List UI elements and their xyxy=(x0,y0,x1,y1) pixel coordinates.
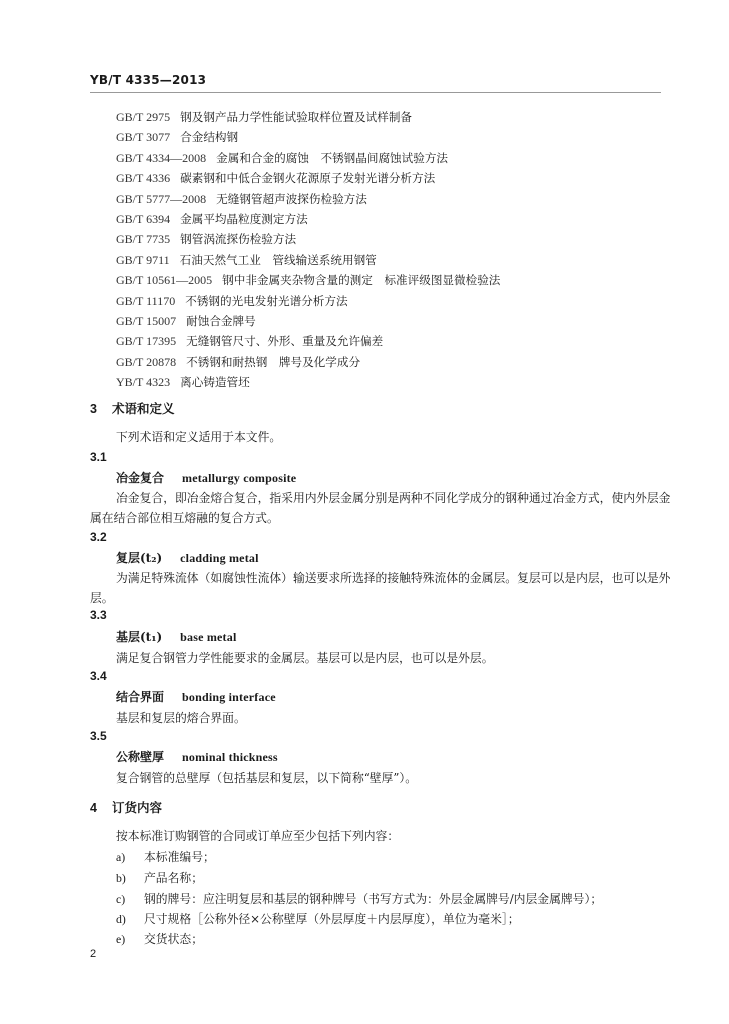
reference-title: 合金结构钢 xyxy=(180,130,239,145)
reference-code: GB/T 10561—2005 xyxy=(116,273,213,288)
term-en: metallurgy composite xyxy=(182,471,297,485)
reference-item xyxy=(116,372,676,392)
term-definition: 冶金复合，即冶金熔合复合，指采用内外层金属分别是两种不同化学成分的钢种通过冶金方式，使内外层金属在结合部位相互熔融的复合方式。 xyxy=(90,491,671,525)
term-definition: 为满足特殊流体（如腐蚀性流体）输送要求所选择的接触特殊流体的金属层。复层可以是内层，也可以是外层。 xyxy=(90,571,671,605)
reference-code: GB/T 5777—2008 xyxy=(116,191,207,206)
term-number: 3.5 xyxy=(90,729,107,743)
reference-item xyxy=(116,250,676,270)
term-definition: 满足复合钢管力学性能要求的金属层。基层可以是内层，也可以是外层。 xyxy=(116,651,494,665)
section-3-intro: 下列术语和定义适用于本文件。 xyxy=(116,430,282,444)
term-en: nominal thickness xyxy=(182,750,278,764)
term-heading xyxy=(116,549,259,566)
section-title: 术语和定义 xyxy=(112,401,175,416)
reference-code: GB/T 4336 xyxy=(116,171,171,186)
section-number: 4 xyxy=(90,801,97,815)
term-definition: 基层和复层的熔合界面。 xyxy=(116,711,246,725)
reference-code: GB/T 20878 xyxy=(116,354,177,369)
list-item xyxy=(116,930,203,947)
section-4-heading xyxy=(90,798,162,816)
term-zh: 冶金复合 xyxy=(116,471,165,485)
term-number: 3.3 xyxy=(90,608,107,622)
reference-list xyxy=(116,107,676,392)
reference-code: GB/T 6394 xyxy=(116,211,171,226)
term-heading xyxy=(116,628,236,645)
list-item xyxy=(116,910,520,927)
reference-item xyxy=(116,189,676,209)
list-marker: b) xyxy=(116,871,126,885)
list-text: 产品名称； xyxy=(144,871,203,885)
reference-title: 碳素钢和中低合金钢火花源原子发射光谱分析方法 xyxy=(180,171,436,186)
reference-title: 无缝钢管尺寸、外形、重量及允许偏差 xyxy=(186,334,384,349)
list-marker: d) xyxy=(116,912,126,926)
term-en: cladding metal xyxy=(180,551,259,565)
section-title: 订货内容 xyxy=(112,800,163,815)
list-text: 交货状态； xyxy=(144,932,203,946)
term-zh: 复层(t₂) xyxy=(116,551,163,565)
reference-item xyxy=(116,168,676,188)
reference-title: 无缝钢管超声波探伤检验方法 xyxy=(216,191,367,206)
reference-title: 钢及钢产品力学性能试验取样位置及试样制备 xyxy=(180,110,413,124)
list-text: 钢的牌号：应注明复层和基层的钢种牌号（书写方式为：外层金属牌号/内层金属牌号）； xyxy=(144,892,603,906)
list-marker: e) xyxy=(116,932,126,946)
term-number: 3.1 xyxy=(90,450,107,464)
term-heading xyxy=(116,688,276,705)
term-heading xyxy=(116,469,296,486)
reference-title: 耐蚀合金牌号 xyxy=(186,313,256,328)
reference-title: 不锈钢的光电发射光谱分析方法 xyxy=(185,293,348,308)
list-item xyxy=(116,869,203,886)
term-en: base metal xyxy=(180,630,237,644)
reference-item xyxy=(116,270,676,290)
section-3-heading xyxy=(90,399,175,417)
reference-code: GB/T 4334—2008 xyxy=(116,150,207,165)
reference-title: 不锈钢和耐热钢 牌号及化学成分 xyxy=(186,354,361,369)
reference-code: GB/T 3077 xyxy=(116,130,171,145)
header-rule xyxy=(90,92,661,93)
list-text: 尺寸规格［公称外径×公称壁厚（外层厚度＋内层厚度），单位为毫米］； xyxy=(144,912,520,926)
section-number: 3 xyxy=(90,402,97,416)
reference-code: YB/T 4323 xyxy=(116,375,171,390)
reference-code: GB/T 17395 xyxy=(116,334,177,349)
reference-item xyxy=(116,311,676,331)
reference-code: GB/T 2975 xyxy=(116,110,171,124)
reference-title: 金属和合金的腐蚀 不锈钢晶间腐蚀试验方法 xyxy=(216,150,449,165)
list-item xyxy=(116,890,602,907)
list-marker: c) xyxy=(116,892,126,906)
reference-title: 钢中非金属夹杂物含量的测定 标准评级图显微检验法 xyxy=(222,273,501,288)
term-number: 3.2 xyxy=(90,530,107,544)
term-en: bonding interface xyxy=(182,690,276,704)
reference-item xyxy=(116,209,676,229)
page-number: 2 xyxy=(90,948,97,960)
reference-item xyxy=(116,352,676,372)
list-item xyxy=(116,848,215,865)
reference-item xyxy=(116,291,676,311)
term-zh: 基层(t₁) xyxy=(116,630,163,644)
reference-title: 石油天然气工业 管线输送系统用钢管 xyxy=(179,252,377,267)
reference-code: GB/T 11170 xyxy=(116,293,176,308)
term-zh: 公称壁厚 xyxy=(116,750,165,764)
list-text: 本标准编号； xyxy=(144,850,215,864)
standard-code-header: YB/T 4335—2013 xyxy=(90,73,207,87)
term-definition: 复合钢管的总壁厚（包括基层和复层，以下简称“壁厚”）。 xyxy=(116,771,418,785)
term-zh: 结合界面 xyxy=(116,690,165,704)
reference-title: 离心铸造管坯 xyxy=(180,375,250,390)
reference-item xyxy=(116,229,676,249)
reference-code: GB/T 7735 xyxy=(116,232,171,247)
term-number: 3.4 xyxy=(90,669,107,683)
reference-code: GB/T 15007 xyxy=(116,313,177,328)
reference-item xyxy=(116,148,676,168)
reference-item xyxy=(116,127,676,147)
reference-item xyxy=(116,331,676,351)
section-4-intro: 按本标准订购钢管的合同或订单应至少包括下列内容： xyxy=(116,829,400,843)
reference-title: 钢管涡流探伤检验方法 xyxy=(180,232,297,247)
list-marker: a) xyxy=(116,850,126,864)
reference-code: GB/T 9711 xyxy=(116,252,170,267)
term-heading xyxy=(116,748,278,765)
reference-item xyxy=(116,107,676,127)
reference-title: 金属平均晶粒度测定方法 xyxy=(180,211,308,226)
